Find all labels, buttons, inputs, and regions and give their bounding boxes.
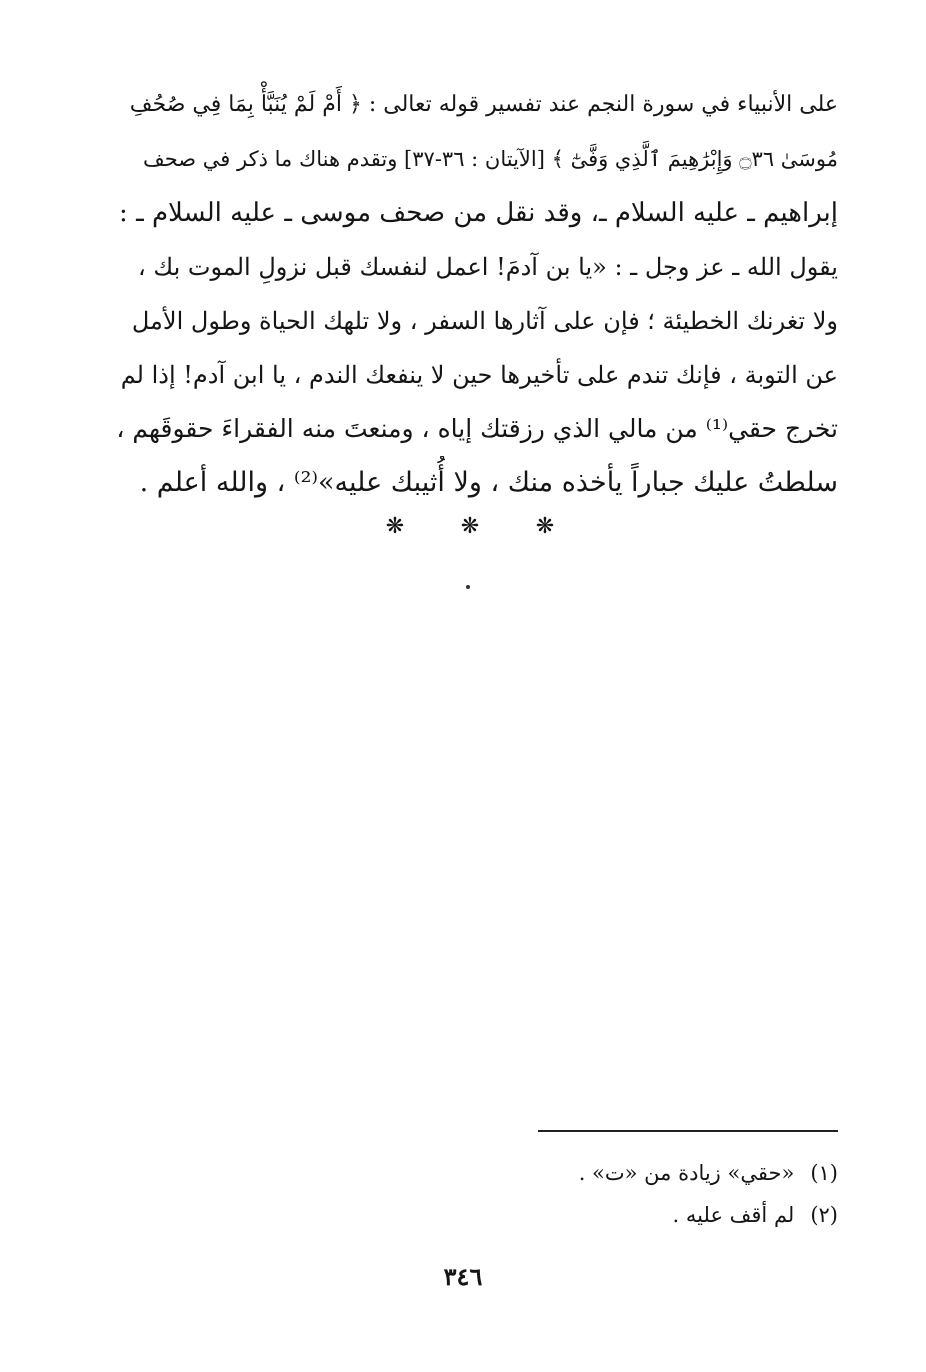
footnote-text: «حقي» زيادة من «ت» . xyxy=(578,1161,795,1185)
ink-speck xyxy=(466,585,470,589)
body-text xyxy=(112,78,838,510)
footnote-1 xyxy=(400,1152,838,1194)
text-line: على الأنبياء في سورة النجم عند تفسير قوله تعالى : ﴿ أَمْ لَمْ يُنَبَّأْ بِمَا فِي صُحُفِ xyxy=(129,92,838,117)
text-line: مُوسَىٰ ۝٣٦ وَإِبْرَٰهِيمَ ٱلَّذِي وَفَّىٰٓ ﴾ [الآيتان : ٣٦-٣٧] وتقدم هناك ما ذكر في صحف xyxy=(143,147,838,171)
asterism-icon: ❋ xyxy=(460,514,480,539)
footnotes xyxy=(400,1152,838,1236)
asterism-icon: ❋ xyxy=(535,514,555,539)
footnote-rule xyxy=(538,1130,838,1132)
text-line: سلطتُ عليك جباراً يأخذه منك ، ولا أُثيبك عليه»⁽²⁾ ، والله أعلم . xyxy=(139,467,838,498)
footnote-number: (٢) xyxy=(810,1203,838,1227)
text-line: إبراهيم ـ عليه السلام ـ، وقد نقل من صحف موسى ـ عليه السلام ـ : xyxy=(119,198,838,228)
page-number: ٣٤٦ xyxy=(443,1262,483,1291)
asterism-icon: ❋ xyxy=(385,514,405,539)
section-separator xyxy=(380,512,560,542)
text-line: ولا تغرنك الخطيئة ؛ فإن على آثارها السفر ، ولا تلهك الحياة وطول الأمل xyxy=(131,307,838,335)
footnote-2 xyxy=(400,1194,838,1236)
footnote-number: (١) xyxy=(810,1161,838,1185)
text-line: تخرج حقي⁽¹⁾ من مالي الذي رزقتك إياه ، ومنعتَ منه الفقراءَ حقوقَهم ، xyxy=(116,414,838,443)
text-line: يقول الله ـ عز وجل ـ : «يا بن آدمَ! اعمل لنفسك قبل نزولِ الموت بك ، xyxy=(137,253,838,281)
text-line: عن التوبة ، فإنك تندم على تأخيرها حين لا ينفعك الندم ، يا ابن آدم! إذا لم xyxy=(120,361,838,389)
footnote-text: لم أقف عليه . xyxy=(672,1203,795,1227)
